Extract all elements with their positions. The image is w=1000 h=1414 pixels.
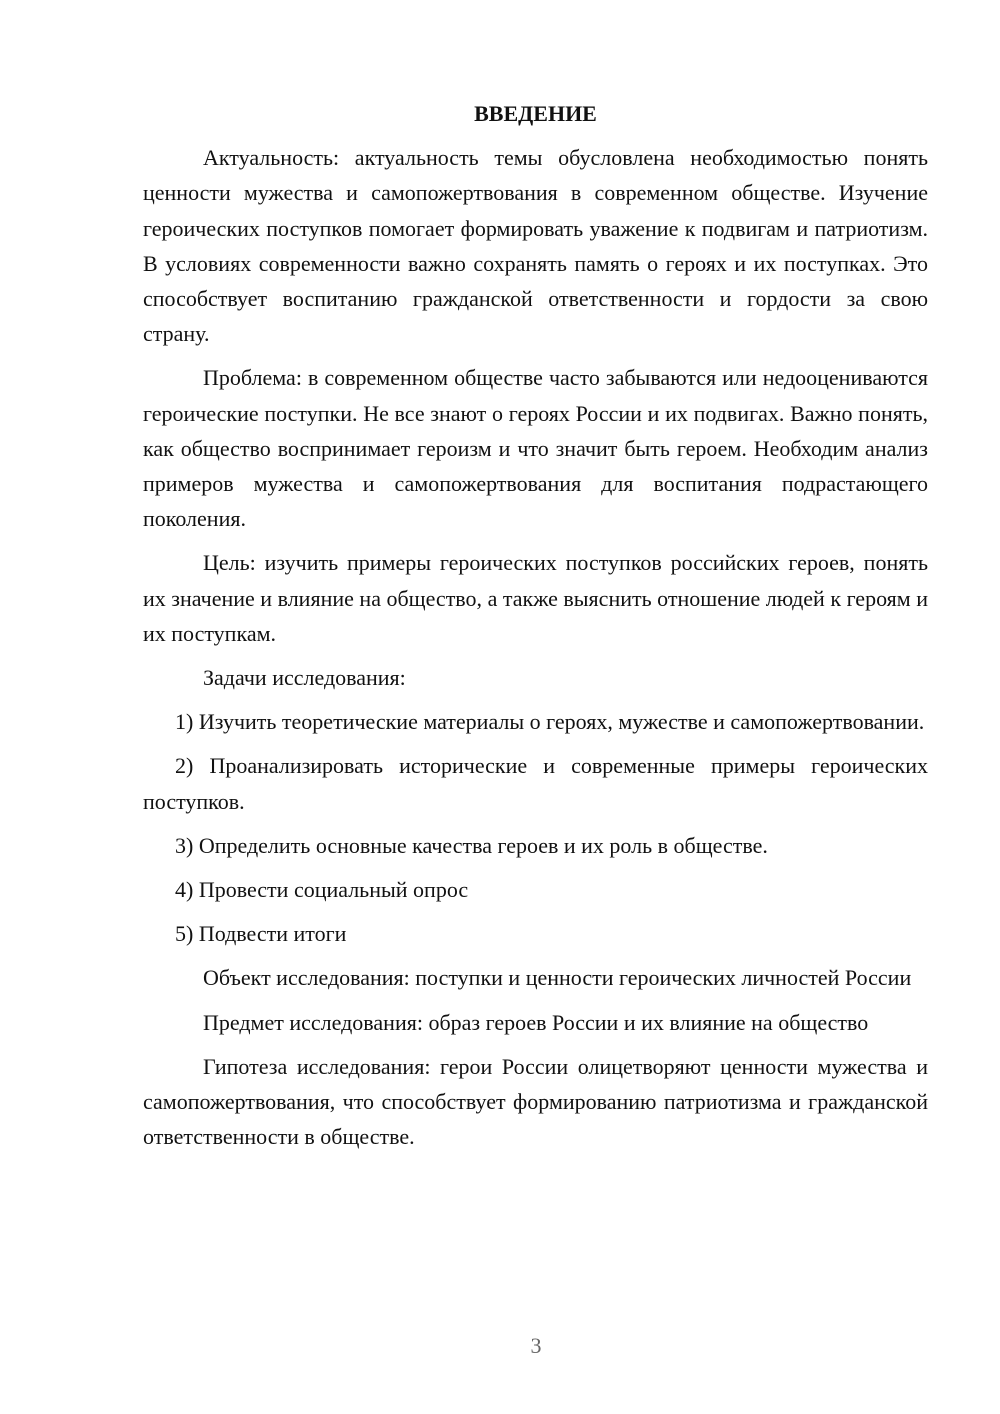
task-item-5: 5) Подвести итоги [175, 921, 347, 947]
relevance-paragraph: Актуальность: актуальность темы обусловлена необходимостью понять ценности мужества и самопожертвования в современном обществе. Изучение героических поступков помогает формировать уважение к подвигам и патриотизм. В условиях современности важно сохранять память о героях и их поступках. Это способствует воспитанию гражданской ответственности и гордости за свою страну. [143, 145, 928, 347]
goal-paragraph: Цель: изучить примеры героических поступков российских героев, понять их значение и влияние на общество, а также выяснить отношение людей к героям и их поступкам. [143, 550, 928, 646]
subject-paragraph: Предмет исследования: образ героев России и их влияние на общество [203, 1009, 869, 1035]
document-body [143, 96, 928, 1163]
tasks-heading: Задачи исследования: [203, 665, 406, 691]
hypothesis-paragraph: Гипотеза исследования: герои России олицетворяют ценности мужества и самопожертвования, что способствует формированию патриотизма и гражданской ответственности в обществе. [143, 1053, 928, 1150]
task-item-1: 1) Изучить теоретические материалы о героях, мужестве и самопожертвовании. [175, 709, 925, 735]
page-number: 3 [530, 1333, 542, 1358]
task-item-2: 2) Проанализировать исторические и современные примеры героических поступков. [143, 753, 928, 814]
task-item-3: 3) Определить основные качества героев и их роль в обществе. [175, 832, 768, 858]
problem-paragraph: Проблема: в современном обществе часто забываются или недооцениваются героические поступки. Не все знают о героях России и их подвигах. Важно понять, как общество воспринимает героизм и что значит быть героем. Необходим анализ примеров мужества и самопожертвования для воспитания подрастающего поколения. [143, 365, 928, 532]
page-title: ВВЕДЕНИЕ [474, 101, 597, 126]
object-paragraph: Объект исследования: поступки и ценности героических личностей России [203, 965, 912, 991]
task-item-4: 4) Провести социальный опрос [175, 877, 469, 903]
